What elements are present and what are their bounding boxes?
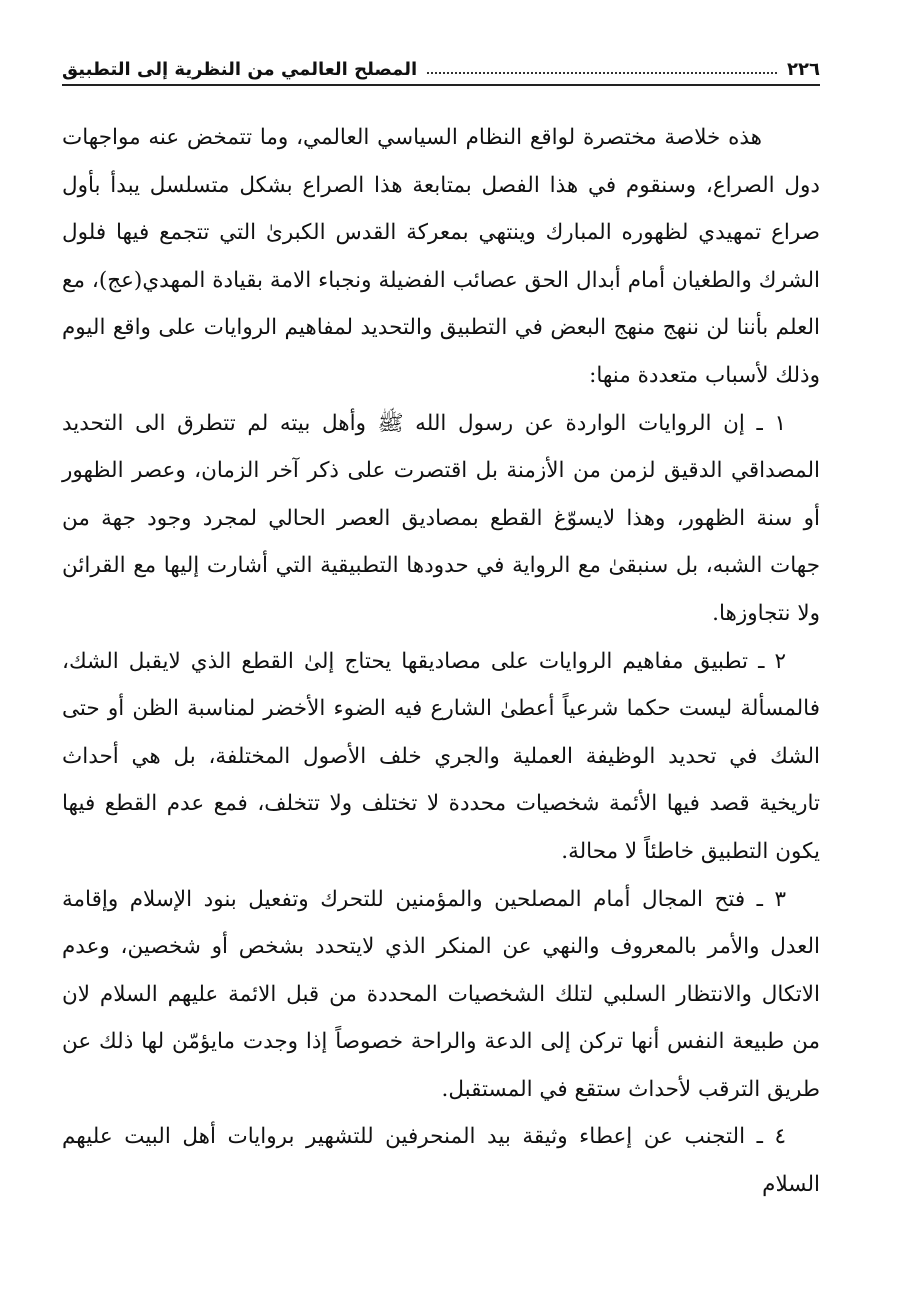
paragraph-point-4: ٤ ـ التجنب عن إعطاء وثيقة بيد المنحرفين للتشهير بروايات أهل البيت عليهم السلام	[62, 1124, 820, 1198]
paragraph-point-1: ١ ـ إن الروايات الواردة عن رسول الله ﷺ وأهل بيته لم تتطرق الى التحديد المصداقي الدقيق لزمن من الأزمنة بل اقتصرت على ذكر آخر الزمان، وعصر الظهور أو سنة الظهور، وهذا لايسوّغ القطع بمصاديق العصر الحالي لمجرد وجود جهة من جهات الشبه، بل سنبقىٰ مع الرواية في حدودها التطبيقية التي أشارت إليها مع القرائن ولا نتجاوزها.	[62, 410, 820, 626]
header-leader-dots	[427, 72, 777, 74]
paragraph-point-3: ٣ ـ فتح المجال أمام المصلحين والمؤمنين للتحرك وتفعيل بنود الإسلام وإقامة العدل والأمر بالمعروف والنهي عن المنكر الذي لايتحدد بشخص أو شخصين، وعدم الاتكال والانتظار السلبي لتلك الشخصيات المحددة من قبل الائمة عليهم السلام لان من طبيعة النفس أنها تركن إلى الدعة والراحة خصوصاً إذا وجدت مايؤمّن لها ذلك عن طريق الترقب لأحداث ستقع في المستقبل.	[62, 886, 820, 1102]
book-page	[62, 40, 820, 1209]
running-title: المصلح العالمي من النظرية إلى التطبيق	[62, 59, 418, 80]
page-header	[62, 40, 820, 86]
body-text	[62, 114, 820, 1209]
paragraph-point-2: ٢ ـ تطبيق مفاهيم الروايات على مصاديقها يحتاج إلىٰ القطع الذي لايقبل الشك، فالمسألة ليست حكما شرعياً أعطىٰ الشارع فيه الضوء الأخضر لمناسبة الظن أو حتى الشك في تحديد الوظيفة العملية والجري خلف الأصول المختلفة، بل هي أحداث تاريخية قصد فيها الأئمة شخصيات محددة لا تختلف ولا تتخلف، فمع عدم القطع فيها يكون التطبيق خاطئاً لا محالة.	[62, 648, 820, 864]
paragraph-intro: هذه خلاصة مختصرة لواقع النظام السياسي العالمي، وما تتمخض عنه مواجهات دول الصراع، وسنقوم في هذا الفصل بمتابعة هذا الصراع بشكل متسلسل يبدأ بأول صراع تمهيدي لظهوره المبارك وينتهي بمعركة القدس الكبرىٰ التي تتجمع فيها فلول الشرك والطغيان أمام أبدال الحق عصائب الفضيلة ونجباء الامة بقيادة المهدي(عج)، مع العلم بأننا لن ننهج منهج البعض في التطبيق والتحديد لمفاهيم الروايات على واقع اليوم وذلك لأسباب متعددة منها:	[62, 125, 820, 388]
page-number: ٢٢٦	[787, 59, 820, 80]
